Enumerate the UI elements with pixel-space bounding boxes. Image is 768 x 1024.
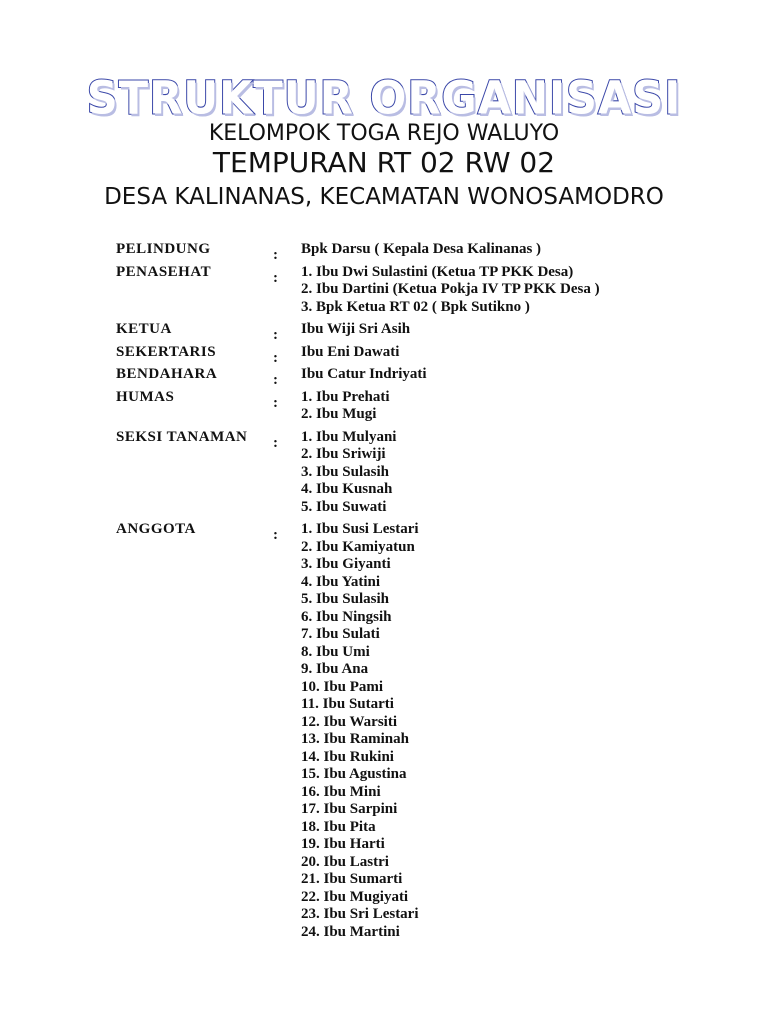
colon-separator: :	[273, 269, 278, 286]
member-name: 4. Ibu Yatini	[301, 573, 381, 590]
section-role-label: SEKERTARIS	[116, 343, 217, 360]
member-name: 2. Ibu Sriwiji	[301, 446, 386, 462]
member-name: 8. Ibu Umi	[301, 643, 370, 660]
member-name: 6. Ibu Ningsih	[301, 608, 392, 625]
section-role-label: BENDAHARA	[116, 366, 218, 382]
colon-separator: :	[273, 247, 278, 263]
member-name: 1. Ibu Dwi Sulastini (Ketua TP PKK Desa)	[301, 263, 574, 280]
section-role-label: PELINDUNG	[116, 241, 211, 257]
member-name: 13. Ibu Raminah	[301, 731, 409, 747]
section-row-sekertaris	[116, 343, 676, 366]
member-name: Ibu Catur Indriyati	[301, 366, 427, 382]
member-name: 7. Ibu Sulati	[301, 626, 380, 642]
section-role-label: HUMAS	[116, 388, 175, 405]
section-row-bendahara	[116, 366, 676, 388]
member-name: 22. Ibu Mugiyati	[301, 888, 409, 905]
location-rt-rw: TEMPURAN RT 02 RW 02	[212, 146, 556, 179]
member-name: 2. Ibu Dartini (Ketua Pokja IV TP PKK Desa )	[301, 281, 600, 297]
member-name: 12. Ibu Warsiti	[301, 713, 397, 730]
section-row-seksi-tanaman	[116, 429, 676, 517]
member-name: 21. Ibu Sumarti	[301, 871, 403, 887]
location-village-district: DESA KALINANAS, KECAMATAN WONOSAMODRO	[104, 184, 664, 210]
member-name: 1. Ibu Susi Lestari	[301, 521, 419, 537]
colon-separator: :	[273, 372, 278, 388]
member-name: 11. Ibu Sutarti	[301, 696, 394, 712]
section-role-label: KETUA	[116, 321, 172, 337]
member-list	[301, 366, 676, 384]
member-name: 19. Ibu Harti	[301, 836, 385, 852]
section-role-label: ANGGOTA	[116, 521, 196, 537]
member-name: 24. Ibu Martini	[301, 923, 400, 940]
member-name: 3. Bpk Ketua RT 02 ( Bpk Sutikno )	[301, 298, 530, 315]
member-name: 2. Ibu Kamiyatun	[301, 538, 415, 555]
member-name: 1. Ibu Mulyani	[301, 428, 397, 445]
member-name: 15. Ibu Agustina	[301, 766, 407, 782]
colon-separator: :	[273, 394, 278, 411]
colon-separator: :	[273, 434, 278, 451]
colon-separator: :	[273, 327, 278, 343]
document-title: STRUKTUR ORGANISASI	[86, 72, 682, 126]
section-row-pelindung	[116, 241, 676, 263]
member-name: 9. Ibu Ana	[301, 661, 369, 677]
section-row-humas	[116, 389, 676, 424]
member-name: 5. Ibu Suwati	[301, 498, 387, 515]
member-list	[301, 521, 676, 941]
section-role-label: SEKSI TANAMAN	[116, 428, 248, 445]
member-list	[301, 264, 676, 317]
member-list	[301, 321, 676, 339]
member-name: 18. Ibu Pita	[301, 818, 376, 835]
member-list	[301, 241, 676, 259]
organization-table	[116, 241, 676, 941]
member-name: 14. Ibu Rukini	[301, 748, 394, 765]
member-name: 20. Ibu Lastri	[301, 853, 389, 870]
colon-separator: :	[273, 527, 278, 543]
section-row-penasehat	[116, 264, 676, 317]
member-name: Ibu Wiji Sri Asih	[301, 321, 411, 337]
member-list	[301, 344, 676, 362]
member-list	[301, 389, 676, 424]
section-row-anggota	[116, 521, 676, 941]
member-name: Bpk Darsu ( Kepala Desa Kalinanas )	[301, 241, 542, 257]
section-row-ketua	[116, 321, 676, 343]
member-name: 2. Ibu Mugi	[301, 406, 377, 422]
member-name: Ibu Eni Dawati	[301, 343, 400, 360]
section-role-label: PENASEHAT	[116, 263, 212, 280]
member-list	[301, 429, 676, 517]
group-name: KELOMPOK TOGA REJO WALUYO	[208, 121, 560, 146]
member-name: 17. Ibu Sarpini	[301, 801, 398, 817]
member-name: 3. Ibu Sulasih	[301, 463, 389, 480]
member-name: 1. Ibu Prehati	[301, 388, 390, 405]
colon-separator: :	[273, 349, 278, 366]
member-name: 23. Ibu Sri Lestari	[301, 906, 419, 922]
member-name: 16. Ibu Mini	[301, 783, 381, 800]
member-name: 10. Ibu Pami	[301, 678, 384, 695]
member-name: 4. Ibu Kusnah	[301, 481, 393, 497]
member-name: 3. Ibu Giyanti	[301, 556, 391, 572]
member-name: 5. Ibu Sulasih	[301, 591, 389, 607]
